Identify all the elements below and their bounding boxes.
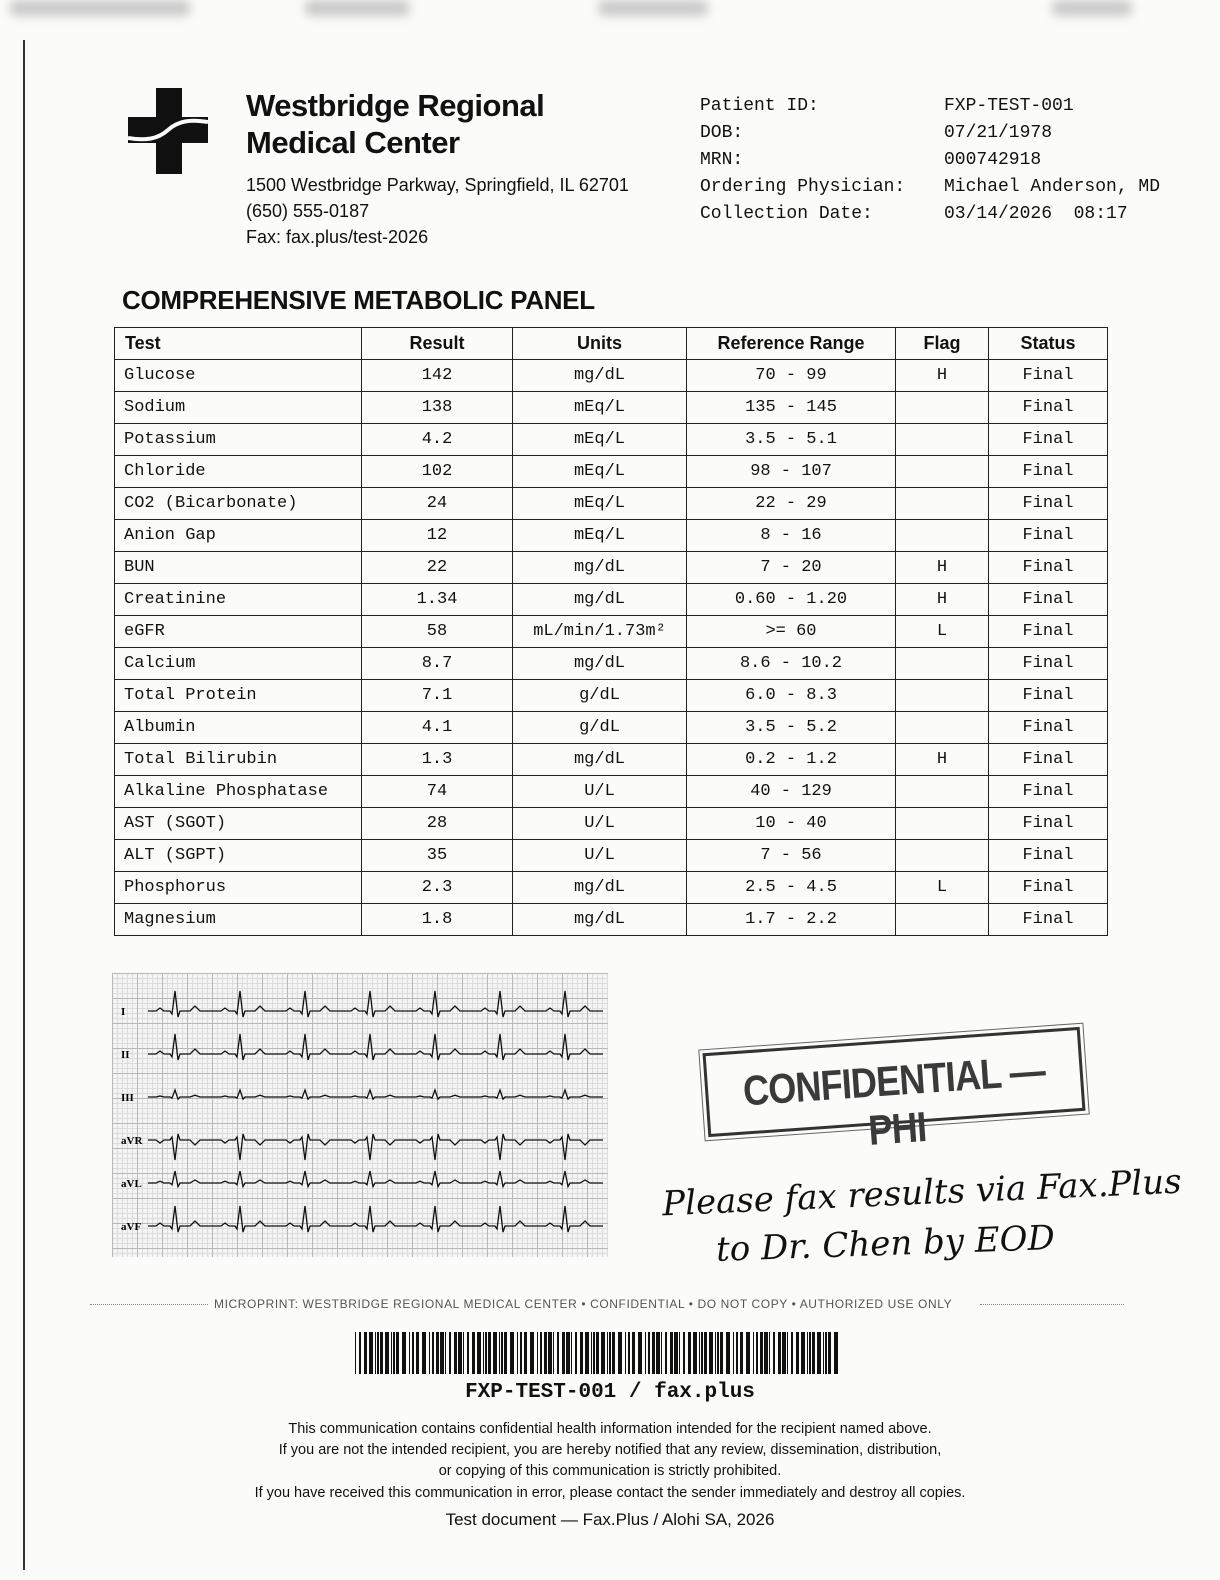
dob-label: DOB: — [700, 123, 744, 143]
mrn-value: 000742918 — [944, 150, 1042, 170]
handwritten-note-line1: Please fax results via Fax.Plus — [661, 1161, 1183, 1225]
cell-result: 24 — [362, 488, 513, 520]
cell-units: U/L — [513, 808, 687, 840]
barcode-bar — [612, 1332, 615, 1374]
cell-reference-range: 1.7 - 2.2 — [687, 904, 896, 936]
table-row — [115, 392, 1108, 424]
lab-results-table — [114, 327, 1108, 936]
barcode-bar — [652, 1332, 655, 1374]
barcode-bar — [683, 1332, 685, 1374]
barcode-bar — [501, 1332, 503, 1374]
cell-status: Final — [989, 872, 1108, 904]
cell-status: Final — [989, 776, 1108, 808]
stamp-text: CONFIDENTIAL — PHI — [741, 1046, 1047, 1154]
cell-status: Final — [989, 424, 1108, 456]
cell-test: eGFR — [115, 616, 362, 648]
barcode-bar — [704, 1332, 707, 1374]
microprint-row — [90, 1297, 1124, 1311]
cell-units: mg/dL — [513, 872, 687, 904]
organization-name — [246, 87, 544, 161]
cell-test: Chloride — [115, 456, 362, 488]
cell-test: CO2 (Bicarbonate) — [115, 488, 362, 520]
cell-result: 28 — [362, 808, 513, 840]
cell-units: mg/dL — [513, 360, 687, 392]
cell-status: Final — [989, 808, 1108, 840]
barcode-bar — [440, 1332, 444, 1374]
cell-flag — [896, 488, 989, 520]
barcode-bar — [625, 1332, 626, 1374]
barcode-bar — [645, 1332, 646, 1374]
barcode-bar — [807, 1332, 808, 1374]
barcode-bar — [769, 1332, 770, 1374]
cell-test: Alkaline Phosphatase — [115, 776, 362, 808]
patient-info-row — [700, 96, 1170, 123]
barcode-bar — [674, 1332, 678, 1374]
ecg-lead-label: II — [121, 1049, 130, 1061]
patient-id-label: Patient ID: — [700, 96, 819, 116]
table-row — [115, 552, 1108, 584]
table-row — [115, 424, 1108, 456]
cell-result: 2.3 — [362, 872, 513, 904]
table-row — [115, 584, 1108, 616]
cell-units: U/L — [513, 840, 687, 872]
barcode-bar — [510, 1332, 514, 1374]
cell-result: 138 — [362, 392, 513, 424]
cell-test: Phosphorus — [115, 872, 362, 904]
cell-flag — [896, 424, 989, 456]
cell-result: 12 — [362, 520, 513, 552]
cell-units: g/dL — [513, 712, 687, 744]
barcode-bar — [817, 1332, 821, 1374]
cell-status: Final — [989, 488, 1108, 520]
footer-text: Test document — Fax.Plus / Alohi SA, 2026 — [445, 1510, 775, 1529]
ecg-trace-aVR — [148, 1134, 603, 1160]
header-reference-range: Reference Range — [687, 328, 896, 360]
mrn-label: MRN: — [700, 150, 744, 170]
cell-flag — [896, 520, 989, 552]
ecg-lead-label: I — [121, 1006, 126, 1018]
cell-status: Final — [989, 648, 1108, 680]
barcode-bar — [566, 1332, 570, 1374]
cell-reference-range: 135 - 145 — [687, 392, 896, 424]
barcode-bar — [562, 1332, 565, 1374]
table-row — [115, 488, 1108, 520]
cell-units: mg/dL — [513, 648, 687, 680]
barcode-bar — [412, 1332, 414, 1374]
handwritten-note-line2: to Dr. Chen by EOD — [715, 1218, 1056, 1270]
ecg-trace-II — [148, 1034, 603, 1060]
cell-reference-range: 0.60 - 1.20 — [687, 584, 896, 616]
barcode-bar — [796, 1332, 799, 1374]
table-row — [115, 680, 1108, 712]
cell-flag — [896, 840, 989, 872]
cell-flag — [896, 776, 989, 808]
cell-units: mEq/L — [513, 488, 687, 520]
cell-result: 1.8 — [362, 904, 513, 936]
header-flag: Flag — [896, 328, 989, 360]
ecg-trace-aVF — [148, 1206, 603, 1232]
barcode-bar — [422, 1332, 426, 1374]
ecg-lead-label: aVR — [121, 1135, 143, 1147]
cell-flag — [896, 680, 989, 712]
barcode-bar — [801, 1332, 805, 1374]
barcode-bar — [472, 1332, 475, 1374]
barcode-bar — [828, 1332, 831, 1374]
cell-units: mg/dL — [513, 744, 687, 776]
cell-result: 4.2 — [362, 424, 513, 456]
barcode-bar — [823, 1332, 824, 1374]
barcode-bar — [746, 1332, 750, 1374]
cell-reference-range: 40 - 129 — [687, 776, 896, 808]
cell-flag: H — [896, 360, 989, 392]
barcode-bar — [463, 1332, 464, 1374]
barcode-bar — [369, 1332, 373, 1374]
cell-flag: L — [896, 616, 989, 648]
barcode-bar — [557, 1332, 559, 1374]
barcode-bar — [809, 1332, 811, 1374]
header-units: Units — [513, 328, 687, 360]
table-row — [115, 520, 1108, 552]
medical-cross-logo-icon — [128, 88, 208, 174]
barcode-bar — [537, 1332, 538, 1374]
cell-flag — [896, 648, 989, 680]
barcode-bar — [632, 1332, 635, 1374]
patient-info-row — [700, 150, 1170, 177]
cell-test: ALT (SGPT) — [115, 840, 362, 872]
barcode-bar — [661, 1332, 662, 1374]
cell-test: Magnesium — [115, 904, 362, 936]
table-row — [115, 712, 1108, 744]
barcode-bar — [375, 1332, 376, 1374]
cell-result: 102 — [362, 456, 513, 488]
cell-flag — [896, 392, 989, 424]
barcode-bar — [656, 1332, 660, 1374]
barcode-bar — [467, 1332, 469, 1374]
table-row — [115, 840, 1108, 872]
cell-units: mEq/L — [513, 456, 687, 488]
barcode-bar — [493, 1332, 497, 1374]
ecg-traces — [112, 973, 608, 1257]
cell-units: mg/dL — [513, 904, 687, 936]
table-row — [115, 744, 1108, 776]
ecg-lead-label: aVL — [121, 1178, 142, 1190]
barcode-bar — [764, 1332, 768, 1374]
cell-test: Glucose — [115, 360, 362, 392]
org-name-line1: Westbridge Regional — [246, 88, 545, 123]
barcode-bar — [679, 1332, 680, 1374]
barcode-bar — [377, 1332, 379, 1374]
barcode-bar — [409, 1332, 410, 1374]
cell-test: AST (SGOT) — [115, 808, 362, 840]
barcode-bar — [701, 1332, 703, 1374]
barcode-bar — [402, 1332, 406, 1374]
cell-status: Final — [989, 744, 1108, 776]
cell-reference-range: 3.5 - 5.2 — [687, 712, 896, 744]
disclaimer-line: or copying of this communication is strictly prohibited. — [438, 1463, 782, 1479]
barcode-bar — [544, 1332, 547, 1374]
collection-date-value: 03/14/2026 08:17 — [944, 204, 1128, 224]
dob-value: 07/21/1978 — [944, 123, 1053, 143]
barcode-bar — [416, 1332, 419, 1374]
header-test: Test — [115, 328, 362, 360]
ordering-physician-label: Ordering Physician: — [700, 177, 906, 197]
barcode-bar — [499, 1332, 500, 1374]
patient-id-value: FXP-TEST-001 — [944, 96, 1074, 116]
barcode-bar — [575, 1332, 577, 1374]
barcode-bar — [693, 1332, 697, 1374]
cell-status: Final — [989, 360, 1108, 392]
cell-reference-range: 3.5 - 5.1 — [687, 424, 896, 456]
cell-test: Albumin — [115, 712, 362, 744]
barcode-bar — [485, 1332, 487, 1374]
barcode-bar — [812, 1332, 815, 1374]
cell-test: BUN — [115, 552, 362, 584]
table-header-row — [115, 328, 1108, 360]
cell-result: 58 — [362, 616, 513, 648]
ecg-strip — [112, 973, 608, 1257]
barcode-bar — [753, 1332, 754, 1374]
org-name-line2: Medical Center — [246, 125, 460, 160]
collection-date-label: Collection Date: — [700, 204, 873, 224]
barcode-bar — [596, 1332, 599, 1374]
table-row — [115, 904, 1108, 936]
cell-status: Final — [989, 680, 1108, 712]
cell-test: Anion Gap — [115, 520, 362, 552]
barcode-bar — [791, 1332, 793, 1374]
barcode-bar — [699, 1332, 700, 1374]
cell-status: Final — [989, 584, 1108, 616]
ecg-trace-III — [148, 1090, 603, 1099]
barcode-bar — [380, 1332, 383, 1374]
table-row — [115, 648, 1108, 680]
cell-test: Creatinine — [115, 584, 362, 616]
barcode-bar — [773, 1332, 775, 1374]
cell-result: 142 — [362, 360, 513, 392]
ecg-lead-label: aVF — [121, 1221, 142, 1233]
barcode-bar — [393, 1332, 395, 1374]
barcode-bar — [571, 1332, 572, 1374]
cell-result: 35 — [362, 840, 513, 872]
barcode-bar — [740, 1332, 743, 1374]
org-address: 1500 Westbridge Parkway, Springfield, IL 62701 — [246, 175, 629, 195]
cell-units: mL/min/1.73m² — [513, 616, 687, 648]
cell-reference-range: 6.0 - 8.3 — [687, 680, 896, 712]
barcode-bar — [736, 1332, 738, 1374]
barcode-bar — [445, 1332, 446, 1374]
barcode-bar — [665, 1332, 667, 1374]
cell-units: mg/dL — [513, 552, 687, 584]
cell-result: 4.1 — [362, 712, 513, 744]
cell-result: 1.3 — [362, 744, 513, 776]
barcode-bar — [688, 1332, 691, 1374]
barcode-bar — [449, 1332, 451, 1374]
barcode-bar — [670, 1332, 673, 1374]
cell-test: Total Bilirubin — [115, 744, 362, 776]
header-result: Result — [362, 328, 513, 360]
barcode-bar — [760, 1332, 763, 1374]
barcode-label: FXP-TEST-001 / fax.plus — [465, 1381, 755, 1404]
header-status: Status — [989, 328, 1108, 360]
scan-header-blur — [0, 0, 1220, 22]
barcode-bar — [432, 1332, 434, 1374]
cell-result: 74 — [362, 776, 513, 808]
cell-result: 7.1 — [362, 680, 513, 712]
cell-flag: H — [896, 584, 989, 616]
cell-reference-range: 7 - 20 — [687, 552, 896, 584]
table-row — [115, 776, 1108, 808]
barcode-bar — [834, 1332, 838, 1374]
cell-flag: H — [896, 552, 989, 584]
cell-test: Potassium — [115, 424, 362, 456]
cell-flag — [896, 904, 989, 936]
barcode-bar — [709, 1332, 713, 1374]
cell-units: mEq/L — [513, 520, 687, 552]
cell-units: g/dL — [513, 680, 687, 712]
barcode-bar — [504, 1332, 507, 1374]
table-row — [115, 872, 1108, 904]
barcode-bar — [648, 1332, 650, 1374]
patient-info — [700, 96, 1170, 231]
barcode-bar — [618, 1332, 622, 1374]
barcode-bar — [488, 1332, 491, 1374]
barcode-bar — [396, 1332, 399, 1374]
table-row — [115, 808, 1108, 840]
confidential-stamp — [703, 1027, 1086, 1154]
patient-info-row — [700, 123, 1170, 150]
barcode-bar — [825, 1332, 827, 1374]
ecg-trace-aVL — [148, 1171, 603, 1187]
barcode-bar — [782, 1332, 786, 1374]
cell-reference-range: 8 - 16 — [687, 520, 896, 552]
barcode-bar — [548, 1332, 552, 1374]
scan-edge-rule — [23, 40, 25, 1570]
table-row — [115, 456, 1108, 488]
disclaimer-line: This communication contains confidential health information intended for the recipient named above. — [288, 1421, 932, 1437]
cell-reference-range: 22 - 29 — [687, 488, 896, 520]
barcode-bar — [429, 1332, 430, 1374]
barcode-bar — [715, 1332, 716, 1374]
barcode-bar — [477, 1332, 481, 1374]
barcode-bar — [483, 1332, 484, 1374]
disclaimer-line: If you are not the intended recipient, you are hereby notified that any review, dissemination, distribution, — [278, 1442, 942, 1458]
org-phone: (650) 555-0187 — [246, 201, 370, 221]
ordering-physician-value: Michael Anderson, MD — [944, 177, 1161, 197]
cell-units: mEq/L — [513, 392, 687, 424]
cell-status: Final — [989, 552, 1108, 584]
ecg-lead-label: III — [121, 1092, 134, 1104]
cell-reference-range: 10 - 40 — [687, 808, 896, 840]
org-fax: Fax: fax.plus/test-2026 — [246, 227, 429, 247]
cell-reference-range: >= 60 — [687, 616, 896, 648]
microprint-dots-left — [90, 1304, 208, 1305]
cell-status: Final — [989, 392, 1108, 424]
cell-status: Final — [989, 616, 1108, 648]
cell-reference-range: 0.2 - 1.2 — [687, 744, 896, 776]
barcode-bar — [733, 1332, 734, 1374]
cell-status: Final — [989, 456, 1108, 488]
barcode-bar — [628, 1332, 630, 1374]
barcode-bar — [385, 1332, 389, 1374]
table-row — [115, 360, 1108, 392]
barcode-bar — [726, 1332, 730, 1374]
barcode-bar — [593, 1332, 595, 1374]
barcode-bar — [364, 1332, 367, 1374]
panel-title: COMPREHENSIVE METABOLIC PANEL — [122, 285, 595, 315]
barcode-bar — [359, 1332, 361, 1374]
barcode-bar — [553, 1332, 554, 1374]
barcode-bar — [787, 1332, 788, 1374]
barcode-bar — [717, 1332, 719, 1374]
barcode — [355, 1332, 839, 1374]
ecg-trace-I — [148, 991, 603, 1017]
barcode-bar — [591, 1332, 592, 1374]
barcode-bar — [778, 1332, 781, 1374]
microprint-dots-right — [980, 1304, 1124, 1305]
cell-units: U/L — [513, 776, 687, 808]
patient-info-row — [700, 177, 1170, 204]
cell-units: mEq/L — [513, 424, 687, 456]
cell-reference-range: 8.6 - 10.2 — [687, 648, 896, 680]
cell-flag — [896, 712, 989, 744]
barcode-bar — [540, 1332, 542, 1374]
cell-status: Final — [989, 904, 1108, 936]
cell-flag: L — [896, 872, 989, 904]
cell-flag: H — [896, 744, 989, 776]
barcode-bar — [458, 1332, 462, 1374]
cell-result: 1.34 — [362, 584, 513, 616]
barcode-bar — [585, 1332, 589, 1374]
barcode-bar — [524, 1332, 527, 1374]
cell-test: Calcium — [115, 648, 362, 680]
barcode-bar — [520, 1332, 522, 1374]
microprint-text: MICROPRINT: WESTBRIDGE REGIONAL MEDICAL CENTER • CONFIDENTIAL • DO NOT COPY • AUTHORIZED USE ONLY — [214, 1297, 953, 1311]
cell-result: 8.7 — [362, 648, 513, 680]
barcode-bar — [530, 1332, 534, 1374]
barcode-bar — [436, 1332, 439, 1374]
cell-status: Final — [989, 712, 1108, 744]
cell-reference-range: 2.5 - 4.5 — [687, 872, 896, 904]
barcode-bar — [756, 1332, 758, 1374]
lab-results-body — [115, 360, 1108, 936]
barcode-bar — [517, 1332, 518, 1374]
patient-info-row — [700, 204, 1170, 231]
cell-flag — [896, 456, 989, 488]
cell-units: mg/dL — [513, 584, 687, 616]
cell-status: Final — [989, 840, 1108, 872]
cell-test: Total Protein — [115, 680, 362, 712]
cell-reference-range: 70 - 99 — [687, 360, 896, 392]
table-row — [115, 616, 1108, 648]
barcode-bar — [601, 1332, 605, 1374]
barcode-bar — [580, 1332, 583, 1374]
barcode-bar — [454, 1332, 457, 1374]
cell-test: Sodium — [115, 392, 362, 424]
cell-result: 22 — [362, 552, 513, 584]
barcode-bar — [638, 1332, 642, 1374]
cell-reference-range: 98 - 107 — [687, 456, 896, 488]
barcode-bar — [391, 1332, 392, 1374]
barcode-bar — [720, 1332, 723, 1374]
disclaimer-line: If you have received this communication in error, please contact the sender immediately and destroy all copies. — [254, 1485, 966, 1501]
barcode-bar — [609, 1332, 611, 1374]
cell-status: Final — [989, 520, 1108, 552]
barcode-bar — [355, 1332, 356, 1374]
cell-flag — [896, 808, 989, 840]
barcode-bar — [607, 1332, 608, 1374]
cell-reference-range: 7 - 56 — [687, 840, 896, 872]
